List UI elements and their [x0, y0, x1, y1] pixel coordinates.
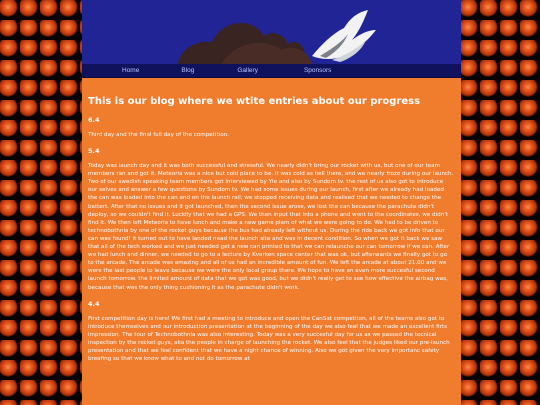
entry-date: 4.4 [88, 299, 100, 308]
page-container [82, 0, 461, 405]
nav-gallery-link[interactable]: Gallery [237, 67, 258, 74]
entry-text: Third day and the final full day of the competition. [88, 132, 229, 138]
blog-entry [88, 147, 454, 292]
blog-entry [88, 300, 454, 364]
header-banner [82, 0, 461, 64]
entry-date: 6.4 [88, 116, 100, 124]
nav-blog-link[interactable]: Blog [181, 67, 195, 74]
nav-sponsors-link[interactable]: Sponsors [303, 67, 332, 74]
banner-artwork [82, 0, 461, 64]
entry-text: First competition day is here! We first had a meeting to introduce and open the CanSat competiton, all of the teams also got to introduce themselves and our introduction presentation at the beginning of the day we also feel that we made an excellent firts impression. The tour of Technobothnia was also interesting. Today was a very succesful day for us as we passed the tecnical inspection by the rocket guys, aka the people in charge of launching the rocket. We also feel that the judges liked our pre-launch presentation and that we feel confident that we have a night chance of winning. Also we got given the very importanc safety breafing so that we know what to and not do tomorrow at [88, 315, 450, 363]
blog-entry [88, 116, 454, 139]
nav-home-link[interactable]: Home [122, 67, 140, 74]
blog-content [82, 78, 461, 363]
page-title: This is our blog where we wtite entries about our progress [88, 96, 421, 107]
main-nav [82, 64, 461, 78]
entry-date: 5.4 [88, 147, 100, 156]
entry-text: Today was launch day and it was both successful and stressful. We nearly didn't bring our rocket with us, but one of our team members ran and got it. Meteoria was a nice but cold place to be. It was cold as hell there, and we nearly froze during our launch. Two of our swedish speaking team members got interviewed by Yle and also by Sundom tv. the rest of us also got to introduce our selves and answer a few questions by Sundom tv. We had some issues during our launch, first after we already had loaded the can was loaded into the can and on the launch rail, we stopped receiving data and realised that we needed to change the battert. After that no issues and it got launched, then the second issue arose, we lost the can because the parachute didn't deploy, so we couldn't find it. Luckily that we had a GPS. We then input that into a phone and went to the coordinates, we didn't find it. We then left Meteoria to have lunch and make a new game plam of what we were going to do. We had to be driven to technobothnia by one of the rocket guys because the bus had already left without us. During the ride back we got info that our can was found! it turned out to have landed nead the launch site and was in decent condition. So when we got it back we saw that all of the tech worked and we just needed get a new can printed to that we can relaunche our can tomorrow if we can. After we had lunch and dinner, we needed to go to a lecture by Kvarken space center that was ok, but afterwards we finally got to go to the arcade. The arcade was amazing and all of us had an incredible amount of fun. We left the arcade at about 21.00 and we were the last people to leave because we were the only local group there. We hope to have an even more succesful second launch tomorrow. the limited amount of data that we got was good, but we didn't really get to see how effective the airbag was, because that was the only thing cushioning it as the parachute didn't work. [88, 163, 454, 291]
